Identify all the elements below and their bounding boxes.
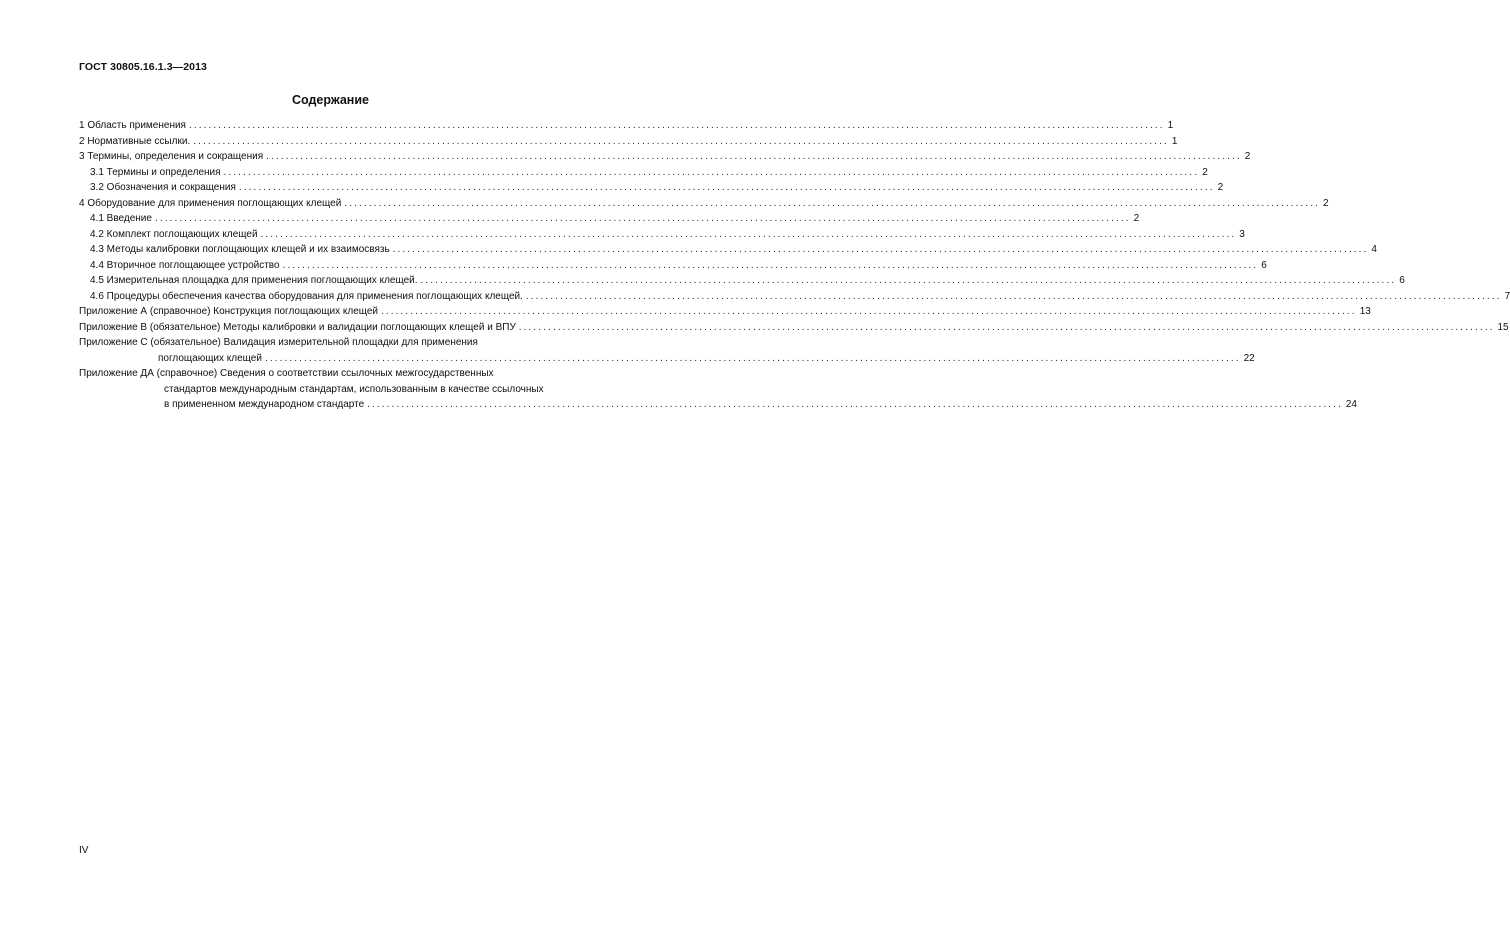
toc-entry-page: 2 — [1244, 151, 1251, 162]
toc-leader-dots: ........................................................................................................................................................................................................ — [154, 213, 1131, 224]
toc-entry-page: 6 — [1399, 275, 1405, 286]
toc-entry-page: 6 — [1261, 259, 1267, 271]
table-of-contents — [79, 118, 1510, 413]
page-title: Содержание — [291, 93, 369, 107]
toc-entry-label: 4.5 Измерительная площадка для применения поглощающих клещей. — [90, 275, 418, 286]
toc-entry-page: 13 — [1359, 306, 1371, 317]
toc-entry-page: 1 — [1171, 135, 1178, 147]
toc-entry[interactable] — [79, 304, 1371, 320]
page-number-footer: IV — [79, 845, 89, 856]
toc-entry-appendix-da[interactable] — [79, 366, 1357, 413]
document-code: ГОСТ 30805.16.1.3—2013 — [79, 61, 207, 73]
toc-entry-page: 4 — [1371, 244, 1377, 255]
toc-entry-label: стандартов международным стандартам, использованным в качестве ссылочных — [164, 383, 544, 395]
toc-entry-page: 24 — [1345, 399, 1357, 410]
toc-entry-label: 4.1 Введение — [90, 213, 152, 224]
toc-entry-label: 4.2 Комплект поглощающих клещей — [90, 228, 258, 240]
toc-entry-page: 2 — [1323, 197, 1329, 209]
toc-leader-dots: ........................................................................................................................................................................................................ — [238, 182, 1215, 193]
toc-entry[interactable] — [79, 196, 1329, 212]
toc-entry[interactable] — [79, 165, 1208, 181]
toc-entry-label: поглощающих клещей — [158, 352, 262, 364]
toc-entry[interactable] — [79, 118, 1174, 134]
toc-leader-dots: ........................................................................................................................................................................................................ — [188, 120, 1165, 131]
toc-leader-dots: ........................................................................................................................................................................................................ — [282, 259, 1259, 271]
toc-entry-label: 4.3 Методы калибровки поглощающих клещей и их взаимосвязь — [90, 244, 390, 255]
toc-leader-dots: ........................................................................................................................................................................................................ — [193, 135, 1169, 147]
toc-entry-page: 15 — [1497, 321, 1509, 333]
toc-entry-page: 22 — [1243, 352, 1255, 364]
toc-entry[interactable] — [79, 258, 1267, 274]
toc-entry-page: 2 — [1133, 213, 1140, 224]
toc-entry[interactable] — [79, 320, 1509, 336]
toc-leader-dots: ........................................................................................................................................................................................................ — [367, 399, 1343, 410]
toc-entry-label: 3 Термины, определения и сокращения — [79, 151, 264, 162]
toc-entry-label: 3.2 Обозначения и сокращения — [90, 182, 236, 193]
toc-entry-page: 3 — [1239, 228, 1245, 240]
toc-leader-dots: ........................................................................................................................................................................................................ — [518, 321, 1495, 333]
toc-entry[interactable] — [79, 242, 1377, 258]
toc-entry[interactable] — [79, 149, 1251, 165]
toc-entry-label: 2 Нормативные ссылки. — [79, 135, 191, 147]
toc-entry-appendix-c[interactable] — [79, 335, 1255, 366]
toc-entry-label: Приложение С (обязательное) Валидация измерительной площадки для применения — [79, 337, 478, 348]
toc-entry-page: 2 — [1202, 166, 1208, 178]
toc-entry-label: 3.1 Термины и определения — [90, 166, 221, 178]
toc-entry-label: Приложение ДА (справочное) Сведения о соответствии ссылочных межгосударственных — [79, 368, 494, 379]
toc-leader-dots: ........................................................................................................................................................................................................ — [266, 151, 1242, 162]
toc-leader-dots: ........................................................................................................................................................................................................ — [344, 197, 1320, 209]
toc-entry-label: 4.4 Вторичное поглощающее устройство — [90, 259, 280, 271]
toc-entry[interactable] — [79, 227, 1245, 243]
toc-entry-page: 7 — [1504, 290, 1510, 302]
toc-entry-label: Приложение А (справочное) Конструкция поглощающих клещей — [79, 306, 379, 317]
toc-leader-dots: ........................................................................................................................................................................................................ — [260, 228, 1237, 240]
toc-entry[interactable] — [79, 211, 1140, 227]
toc-leader-dots: ........................................................................................................................................................................................................ — [392, 244, 1369, 255]
toc-leader-dots: ........................................................................................................................................................................................................ — [381, 306, 1357, 317]
toc-entry[interactable] — [79, 273, 1405, 289]
toc-leader-dots: ........................................................................................................................................................................................................ — [420, 275, 1397, 286]
toc-entry[interactable] — [79, 180, 1224, 196]
toc-leader-dots: ........................................................................................................................................................................................................ — [223, 166, 1200, 178]
toc-leader-dots: ........................................................................................................................................................................................................ — [264, 352, 1241, 364]
toc-entry-label: в примененном международном стандарте — [164, 399, 365, 410]
toc-entry[interactable] — [79, 289, 1510, 305]
toc-entry[interactable] — [79, 134, 1178, 150]
toc-entry-page: 2 — [1217, 182, 1224, 193]
toc-leader-dots: ........................................................................................................................................................................................................ — [525, 290, 1502, 302]
toc-entry-page: 1 — [1167, 120, 1174, 131]
toc-entry-label: 4 Оборудование для применения поглощающих клещей — [79, 197, 342, 209]
toc-entry-label: Приложение В (обязательное) Методы калибровки и валидации поглощающих клещей и ВПУ — [79, 321, 516, 333]
toc-entry-label: 4.6 Процедуры обеспечения качества оборудования для применения поглощающих клещей. — [90, 290, 523, 302]
toc-entry-label: 1 Область применения — [79, 120, 186, 131]
